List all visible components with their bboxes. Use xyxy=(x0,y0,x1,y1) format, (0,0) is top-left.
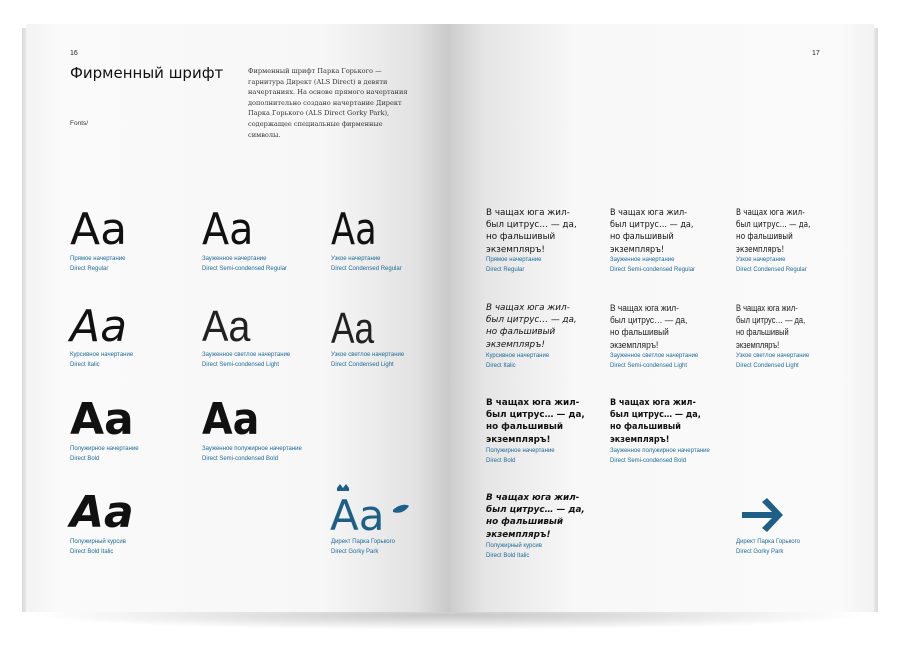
specimen-name-en: Direct Regular xyxy=(70,265,109,272)
specimen-name-ru: Курсивное начертание xyxy=(70,352,134,358)
specimen-caption xyxy=(202,351,290,370)
specimen-direct-regular: Aa xyxy=(70,204,128,255)
specimen-caption xyxy=(202,255,287,274)
pangram-bold: В чащах юга жил- был цитрус… — да, но фальшивый экземпляръ! xyxy=(486,398,585,445)
specimen-name-ru: Полужирный курсив xyxy=(70,539,126,545)
sample-name-ru: Полужирный курсив xyxy=(486,543,542,549)
sample-name-ru: Полужирное начертание xyxy=(486,448,555,454)
svg-text:Aa: Aa xyxy=(330,491,385,536)
specimen-name-ru: Узкое светлое начертание xyxy=(331,352,405,358)
sample-name-ru: Зауженное светлое начертание xyxy=(610,353,699,359)
sample-caption xyxy=(610,447,710,466)
specimen-caption xyxy=(331,255,402,274)
intro-paragraph: Фирменный шрифт Парка Горького — гарнитура Директ (ALS Direct) в девяти начертаниях. На основе прямого начертания дополнительно создано начертание Директ Парка Горького (ALS Direct Gorky Park), содержащее специальные фирменные символы. xyxy=(248,67,408,139)
sample-name-ru: Узкое светлое начертание xyxy=(736,353,810,359)
sample-name-en: Direct Condensed Regular xyxy=(736,266,807,273)
pangram-semi-condensed-light: В чащах юга жил- был цитрус… — да, но фальшивый экземпляръ! xyxy=(610,303,688,350)
sample-name-en: Direct Condensed Light xyxy=(736,362,799,369)
specimen-bold-italic: Aa xyxy=(70,487,134,538)
sample-name-ru: Прямое начертание xyxy=(486,257,542,263)
arrow-right-icon xyxy=(738,497,786,533)
page-title: Фирменный шрифт xyxy=(70,64,224,82)
left-page xyxy=(26,24,450,612)
gorky-park-specimen xyxy=(329,482,409,536)
sample-name-en: Direct Bold Italic xyxy=(486,552,530,559)
specimen-caption xyxy=(331,538,395,557)
pangram-semi-condensed-bold: В чащах юга жил- был цитрус… — да, но фальшивый экземпляръ! xyxy=(610,398,701,445)
specimen-condensed-regular: Aa xyxy=(331,204,377,255)
sample-name-ru: Директ Парка Горького xyxy=(736,539,801,545)
specimen-italic: Aa xyxy=(70,301,128,352)
specimen-name-en: Direct Semi-condensed Bold xyxy=(202,455,279,462)
sample-name-en: Direct Semi-condensed Regular xyxy=(610,266,696,273)
pangram-semi-condensed: В чащах юга жил- был цитрус… — да, но фальшивый экземпляръ! xyxy=(610,208,694,255)
page-number-left: 16 xyxy=(70,50,78,57)
specimen-caption xyxy=(202,445,302,464)
section-label: Fonts/ xyxy=(70,120,89,127)
sample-caption xyxy=(486,352,549,371)
sample-caption xyxy=(610,352,698,371)
right-page xyxy=(450,24,874,612)
sample-caption xyxy=(736,538,800,557)
specimen-name-en: Direct Gorky Park xyxy=(331,548,379,555)
specimen-name-ru: Узкое начертание xyxy=(331,256,381,262)
pangram-italic: В чащах юга жил- был цитрус… — да, но фальшивый экземпляръ! xyxy=(486,303,577,350)
specimen-caption xyxy=(70,538,126,557)
sample-caption xyxy=(486,256,542,275)
specimen-name-ru: Зауженное светлое начертание xyxy=(202,352,291,358)
gorky-park-crown-leaf-logo xyxy=(329,482,409,536)
sample-caption xyxy=(736,352,809,371)
specimen-name-en: Direct Bold Italic xyxy=(70,548,114,555)
sample-caption xyxy=(736,256,807,275)
specimen-name-en: Direct Semi-condensed Regular xyxy=(202,265,288,272)
specimen-caption xyxy=(70,351,133,370)
sample-name-ru: Зауженное полужирное начертание xyxy=(610,448,710,454)
specimen-bold: Aa xyxy=(70,394,134,445)
specimen-condensed-light: Aa xyxy=(331,304,375,353)
specimen-semi-condensed-light: Aa xyxy=(202,302,251,351)
specimen-name-en: Direct Italic xyxy=(70,361,100,368)
sample-name-ru: Зауженное начертание xyxy=(610,257,675,263)
specimen-name-en: Direct Condensed Light xyxy=(331,361,394,368)
pangram-condensed-light: В чащах юга жил- был цитрус… — да, но фальшивый экземпляръ! xyxy=(736,303,806,350)
page-number-right: 17 xyxy=(812,50,820,57)
sample-name-ru: Узкое начертание xyxy=(736,257,786,263)
specimen-caption xyxy=(331,351,404,370)
specimen-name-ru: Зауженное начертание xyxy=(202,256,267,262)
sample-name-en: Direct Semi-condensed Bold xyxy=(610,457,687,464)
pangram-bold-italic: В чащах юга жил- был цитрус… — да, но фальшивый экземпляръ! xyxy=(486,493,585,540)
specimen-name-en: Direct Condensed Regular xyxy=(331,265,402,272)
sample-caption xyxy=(486,447,555,466)
sample-caption xyxy=(610,256,695,275)
specimen-semi-condensed-bold: Aa xyxy=(202,394,260,445)
specimen-name-en: Direct Semi-condensed Light xyxy=(202,361,280,368)
specimen-name-ru: Зауженное полужирное начертание xyxy=(202,446,302,452)
sample-name-en: Direct Gorky Park xyxy=(736,548,784,555)
specimen-name-en: Direct Bold xyxy=(70,455,100,462)
sample-name-ru: Курсивное начертание xyxy=(486,353,550,359)
specimen-name-ru: Директ Парка Горького xyxy=(331,539,396,545)
specimen-caption xyxy=(70,445,139,464)
specimen-name-ru: Прямое начертание xyxy=(70,256,126,262)
pangram-condensed: В чащах юга жил- был цитрус… — да, но фальшивый экземпляръ! xyxy=(736,208,811,255)
sample-caption xyxy=(486,542,542,561)
pangram-regular: В чащах юга жил- был цитрус… — да, но фальшивый экземпляръ! xyxy=(486,208,577,255)
sample-name-en: Direct Italic xyxy=(486,362,516,369)
sample-name-en: Direct Semi-condensed Light xyxy=(610,362,688,369)
specimen-name-ru: Полужирное начертание xyxy=(70,446,139,452)
specimen-semi-condensed-regular: Aa xyxy=(202,204,254,255)
sample-name-en: Direct Regular xyxy=(486,266,525,273)
sample-name-en: Direct Bold xyxy=(486,457,516,464)
specimen-caption xyxy=(70,255,126,274)
